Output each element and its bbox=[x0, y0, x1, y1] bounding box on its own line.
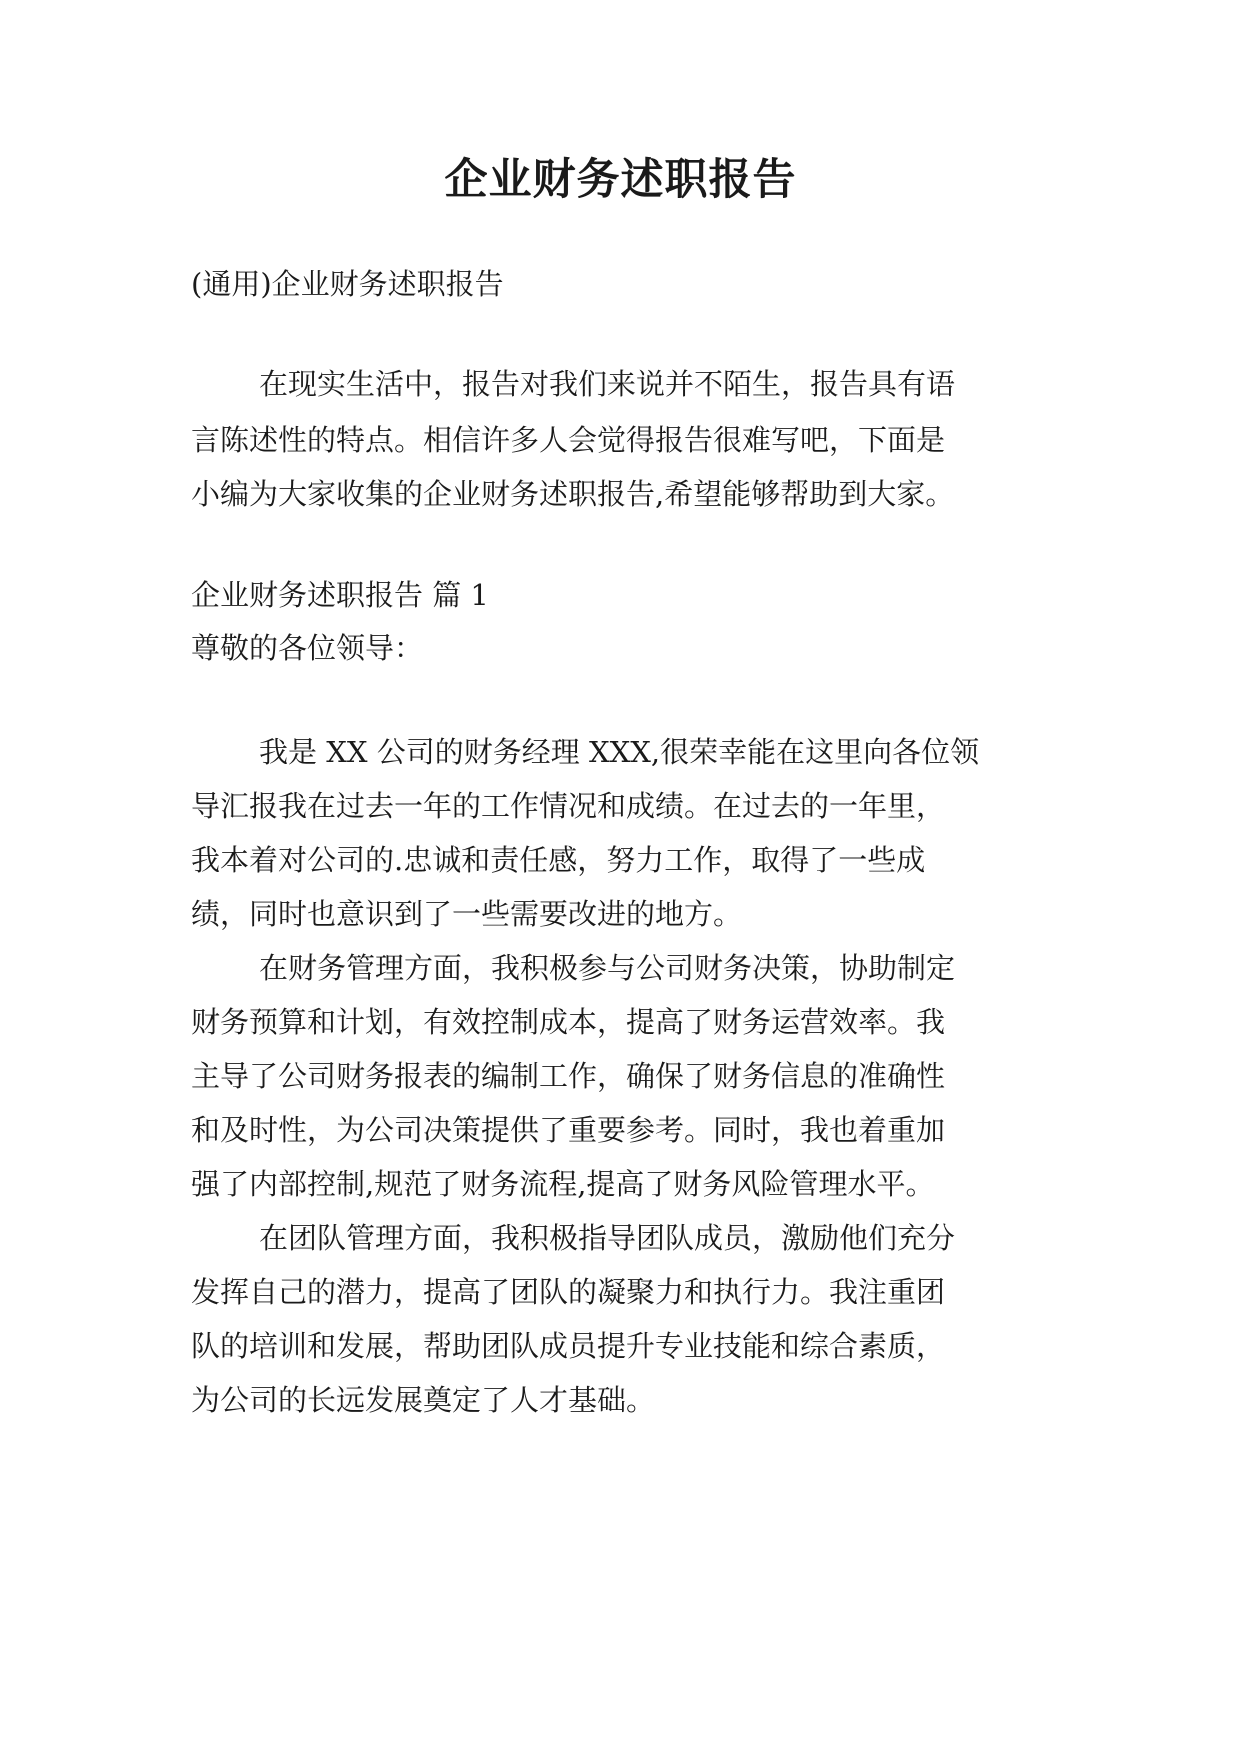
paragraph1-line-3: 我本着对公司的.忠诚和责任感，努力工作，取得了一些成 bbox=[191, 843, 926, 877]
paragraph3-line-1: 在团队管理方面，我积极指导团队成员，激励他们充分 bbox=[259, 1221, 956, 1255]
document-title: 企业财务述职报告 bbox=[444, 155, 797, 205]
paragraph3-line-3: 队的培训和发展，帮助团队成员提升专业技能和综合素质， bbox=[191, 1329, 946, 1363]
intro-line-3: 小编为大家收集的企业财务述职报告,希望能够帮助到大家。 bbox=[191, 477, 955, 511]
document-subtitle: (通用)企业财务述职报告 bbox=[191, 267, 504, 301]
salutation: 尊敬的各位领导： bbox=[191, 631, 424, 665]
paragraph2-line-3: 主导了公司财务报表的编制工作，确保了财务信息的准确性 bbox=[191, 1059, 946, 1093]
paragraph2-line-4: 和及时性，为公司决策提供了重要参考。同时，我也着重加 bbox=[191, 1113, 946, 1147]
paragraph3-line-4: 为公司的长远发展奠定了人才基础。 bbox=[191, 1383, 656, 1417]
paragraph2-line-5: 强了内部控制,规范了财务流程,提高了财务风险管理水平。 bbox=[191, 1167, 935, 1201]
paragraph2-line-1: 在财务管理方面，我积极参与公司财务决策，协助制定 bbox=[259, 951, 956, 985]
paragraph2-line-2: 财务预算和计划，有效控制成本，提高了财务运营效率。我 bbox=[191, 1005, 946, 1039]
paragraph1-line-4: 绩，同时也意识到了一些需要改进的地方。 bbox=[191, 897, 743, 931]
paragraph1-line-1: 我是 XX 公司的财务经理 XXX,很荣幸能在这里向各位领 bbox=[259, 735, 980, 769]
section-heading: 企业财务述职报告 篇 1 bbox=[191, 578, 489, 612]
intro-line-2: 言陈述性的特点。相信许多人会觉得报告很难写吧，下面是 bbox=[191, 423, 946, 457]
paragraph1-line-2: 导汇报我在过去一年的工作情况和成绩。在过去的一年里， bbox=[191, 789, 946, 823]
paragraph3-line-2: 发挥自己的潜力，提高了团队的凝聚力和执行力。我注重团 bbox=[191, 1275, 946, 1309]
intro-line-1: 在现实生活中，报告对我们来说并不陌生，报告具有语 bbox=[259, 367, 956, 401]
